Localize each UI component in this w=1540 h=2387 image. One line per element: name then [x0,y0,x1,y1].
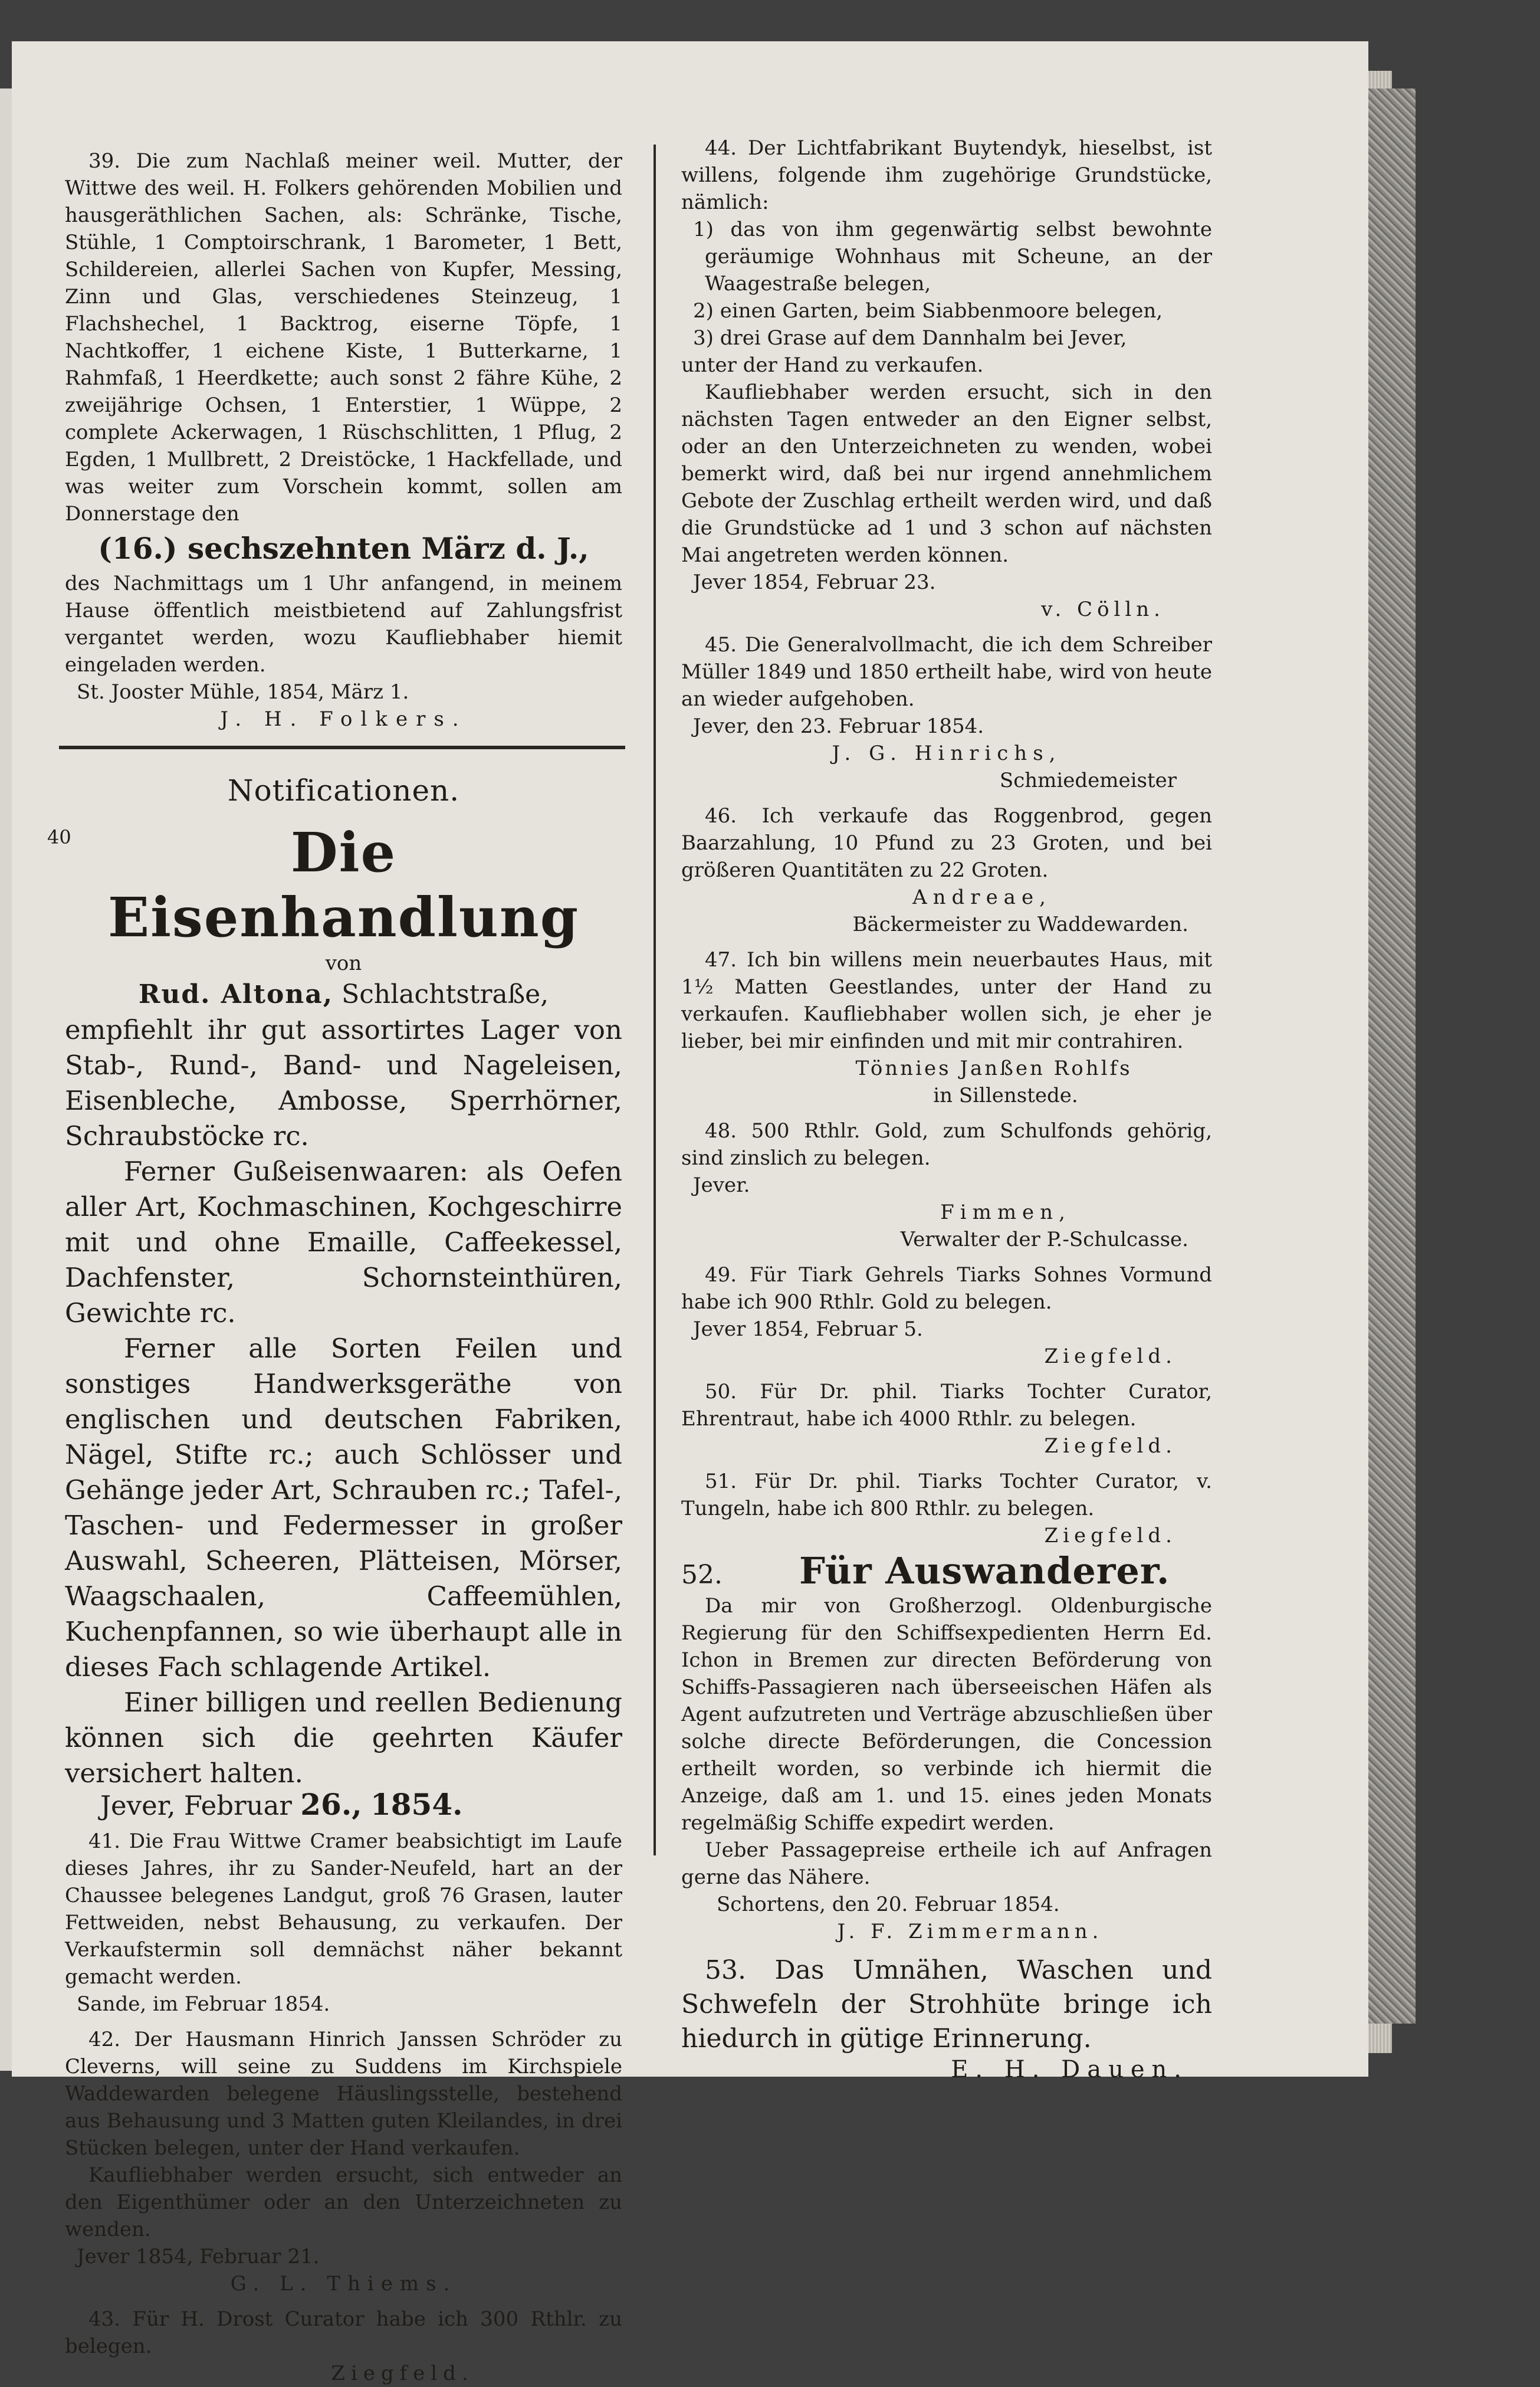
ad-48 [681,1117,1212,1253]
ad-40-date-day: 26., [300,1787,362,1822]
ad-53-text: 53. Das Umnähen, Waschen und Schwefeln der Strohhüte bringe ich hiedurch in gütige Erinnerung. [681,1955,1212,2054]
ad-45-role: Schmiedemeister [999,769,1177,792]
ad-39-rest: des Nachmittags um 1 Uhr anfangend, in meinem Hause öffentlich meistbietend auf Zahlungsfrist vergantet werden, wozu Kaufliebhaber hiemit eingeladen werden. [65,572,622,677]
ad-49-text: 49. Für Tiark Gehrels Tiarks Sohnes Vormund habe ich 900 Rthlr. Gold zu belegen. [681,1263,1212,1314]
ad-41 [65,1828,622,2018]
ad-50-text: 50. Für Dr. phil. Tiarks Tochter Curator, Ehrentraut, habe ich 4000 Rthlr. zu belegen. [681,1380,1212,1431]
ad-41-place: Sande, im Februar 1854. [77,1992,330,2016]
ad-40-p1: empfiehlt ihr gut assortirtes Lager von Stab-, Rund-, Band- und Nageleisen, Eisenbleche, Ambosse, Sperrhörner, Schraubstöcke rc. [65,1014,622,1152]
ad-42 [65,2026,622,2297]
ad-49 [681,1261,1212,1370]
ad-48-place: Jever. [693,1173,750,1197]
ad-48-role: Verwalter der P.-Schulcasse. [900,1228,1188,1251]
ad-44-signature: v. Cölln. [1041,598,1165,621]
ad-39-place: St. Jooster Mühle, 1854, März 1. [77,680,409,704]
ad-52-heading [681,1549,1212,1592]
ad-52-text2: Ueber Passagepreise ertheile ich auf Anfragen gerne das Nähere. [681,1838,1212,1889]
ad-53 [681,1953,1212,2083]
ad-41-text: 41. Die Frau Wittwe Cramer beabsichtigt im Laufe dieses Jahres, ihr zu Sander-Neufeld, hart an der Chaussee belegenes Landgut, groß 76 Grasen, lauter Fettweiden, nebst Behausung, zu verkaufen. Der Verkaufstermin soll demnächst näher bekannt gemacht werden. [65,1829,622,1989]
ad-44-item-2: 2) einen Garten, beim Siabbenmoore belegen, [693,299,1163,323]
ad-40-number: 40 [47,826,71,848]
ad-40-firm-name: Rud. Altona, [138,979,334,1009]
section-divider [59,746,625,749]
ad-48-signature: Fimmen, [940,1201,1071,1224]
ad-48-text: 48. 500 Rthlr. Gold, zum Schulfonds gehörig, sind zinslich zu belegen. [681,1119,1212,1170]
ad-40-date-year: 1854. [370,1787,463,1822]
ad-47-signature: Tönnies Janßen Rohlfs [855,1057,1132,1080]
ad-47-text: 47. Ich bin willens mein neuerbautes Haus, mit 1½ Matten Geestlandes, unter der Hand zu verkaufen. Kaufliebhaber wollen sich, je eher je lieber, bei mir einfinden und mit mir contrahiren. [681,948,1212,1053]
ad-51-text: 51. Für Dr. phil. Tiarks Tochter Curator, v. Tungeln, habe ich 800 Rthlr. zu belegen. [681,1470,1212,1520]
ad-40-firm [65,977,622,1012]
ad-39-text: 39. Die zum Nachlaß meiner weil. Mutter, der Wittwe des weil. H. Folkers gehörenden Mobilien und hausgeräthlichen Sachen, als: Schränke, Tische, Stühle, 1 Comptoirschrank, 1 Barometer, 1 Bett, Schildereien, allerlei Sachen von Kupfer, Messing, Zinn und Glas, verschiedenes Steinzeug, 1 Flachshechel, 1 Backtrog, eiserne Töpfe, 1 Nachtkoffer, 1 eichene Kiste, 1 Butterkarne, 1 Rahmfaß, 1 Heerdkette; auch sonst 2 fähre Kühe, 2 zweijährige Ochsen, 1 Enterstier, 1 Wüppe, 2 complete Ackerwagen, 1 Rüschschlitten, 1 Pflug, 2 Egden, 1 Mullbrett, 2 Dreistöcke, 1 Hackfellade, und was weiter zum Vorschein kommt, sollen am Donnerstage den [65,149,622,526]
ad-50 [681,1378,1212,1460]
ad-45 [681,631,1212,794]
ad-44-intro: 44. Der Lichtfabrikant Buytendyk, hieselbst, ist willens, folgende ihm zugehörige Grundstücke, nämlich: [681,136,1212,214]
ad-49-signature: Ziegfeld. [1044,1345,1177,1368]
book-cover-edge [1368,88,1416,2024]
ad-52-signature: J. F. Zimmermann. [837,1920,1104,1943]
ad-40-firm-street: Schlachtstraße, [342,979,549,1009]
ad-50-signature: Ziegfeld. [1044,1434,1177,1458]
ad-52-number: 52. [681,1560,723,1590]
ad-40-p4: Einer billigen und reellen Bedienung können sich die geehrten Käufer versichert halten. [65,1687,622,1789]
ad-40 [47,820,622,1822]
ad-40-date-prefix: Jever, Februar [100,1790,292,1821]
ad-43-text: 43. Für H. Drost Curator habe ich 300 Rthlr. zu belegen. [65,2307,622,2358]
previous-page-edge [0,88,12,2071]
ad-40-headline-wrap [47,820,622,950]
left-column [47,147,622,2387]
notifications-heading: Notificationen. [227,773,460,808]
ad-47-role: in Sillenstede. [933,1084,1078,1107]
ad-45-signature: J. G. Hinrichs, [832,742,1062,765]
ad-39 [65,147,622,733]
ad-52-text: Da mir von Großherzogl. Oldenburgische Regierung für den Schiffsexpedienten Herrn Ed. Ichon in Bremen zur directen Beförderung von Schiffs-Passagieren nach überseeischen Häfen als Agent aufzutreten und Verträge abzuschließen über solche directe Beförderungen, die Concession ertheilt worden, so verbinde ich hiermit die Anzeige, daß am 1. und 15. eines jeden Monats regelmäßig Schiffe expedirt werden. [681,1594,1212,1835]
ad-53-signature: E. H. Dauen. [951,2056,1188,2083]
ad-52-place: Schortens, den 20. Februar 1854. [717,1893,1060,1916]
ad-42-signature: G. L. Thiems. [230,2272,457,2296]
ad-46-role: Bäckermeister zu Waddewarden. [852,913,1188,936]
ad-44-place: Jever 1854, Februar 23. [693,570,936,594]
ad-44-text2: Kaufliebhaber werden ersucht, sich in den nächsten Tagen entweder an den Eigner selbst, oder an den Unterzeichneten zu wenden, wobei bemerkt wird, daß bei nur irgend annehmlichem Gebote der Zuschlag ertheilt werden wird, und daß die Grundstücke ad 1 und 3 schon auf nächsten Mai angetreten werden können. [681,381,1212,567]
ad-43 [65,2306,622,2387]
ad-40-von: von [325,952,362,975]
column-rule [654,145,656,1855]
ad-42-text: 42. Der Hausmann Hinrich Janssen Schröder zu Cleverns, will seine zu Suddens im Kirchspiele Waddewarden belegene Häuslingsstelle, bestehend aus Behausung und 3 Matten guten Kleilandes, in drei Stücken belegen, unter der Hand verkaufen. [65,2028,622,2160]
ad-46-signature: Andreae, [912,886,1052,909]
ad-52-title: Für Auswanderer. [799,1549,1170,1592]
ad-46-text: 46. Ich verkaufe das Roggenbrod, gegen Baarzahlung, 10 Pfund zu 23 Groten, und bei größeren Quantitäten zu 22 Groten. [681,804,1212,882]
ad-44 [681,135,1212,623]
ad-40-date [65,1787,622,1822]
ad-40-p2: Ferner Gußeisenwaaren: als Oefen aller Art, Kochmaschinen, Kochgeschirre mit und ohne Emaille, Caffeekessel, Dachfenster, Schornsteinthüren, Gewichte rc. [65,1156,622,1329]
ad-43-signature: Ziegfeld. [331,2362,474,2385]
ad-39-signature: J. H. Folkers. [220,707,467,731]
ad-39-date: (16.) sechszehnten März d. J., [98,531,589,566]
ad-40-headline: Die Eisenhandlung [107,821,580,949]
ad-51-signature: Ziegfeld. [1044,1524,1177,1547]
ad-42-place: Jever 1854, Februar 21. [77,2245,320,2268]
right-column [681,135,1212,2083]
ad-42-text2: Kaufliebhaber werden ersucht, sich entweder an den Eigenthümer oder an den Unterzeichneten zu wenden. [65,2163,622,2241]
ad-52 [681,1549,1212,1945]
ad-45-text: 45. Die Generalvollmacht, die ich dem Schreiber Müller 1849 und 1850 ertheilt habe, wird von heute an wieder aufgehoben. [681,633,1212,711]
ad-46 [681,802,1212,938]
ad-45-place: Jever, den 23. Februar 1854. [693,714,984,738]
ad-44-item-1: 1) das von ihm gegenwärtig selbst bewohnte geräumige Wohnhaus mit Scheune, an der Waagestraße belegen, [693,218,1212,296]
ad-47 [681,946,1212,1109]
ad-51 [681,1468,1212,1549]
ad-49-place: Jever 1854, Februar 5. [693,1317,923,1341]
ad-44-item-3: 3) drei Grase auf dem Dannhalm bei Jever, [693,326,1127,350]
ad-40-p3: Ferner alle Sorten Feilen und sonstiges Handwerksgeräthe von englischen und deutschen Fabriken, Nägel, Stifte rc.; auch Schlösser und Gehänge jeder Art, Schrauben rc.; Tafel-, Taschen- und Federmesser in großer Auswahl, Scheeren, Plätteisen, Mörser, Waagschaalen, Caffeemühlen, Kuchenpfannen, so wie überhaupt alle in dieses Fach schlagende Artikel. [65,1333,622,1683]
ad-44-after: unter der Hand zu verkaufen. [681,353,984,377]
